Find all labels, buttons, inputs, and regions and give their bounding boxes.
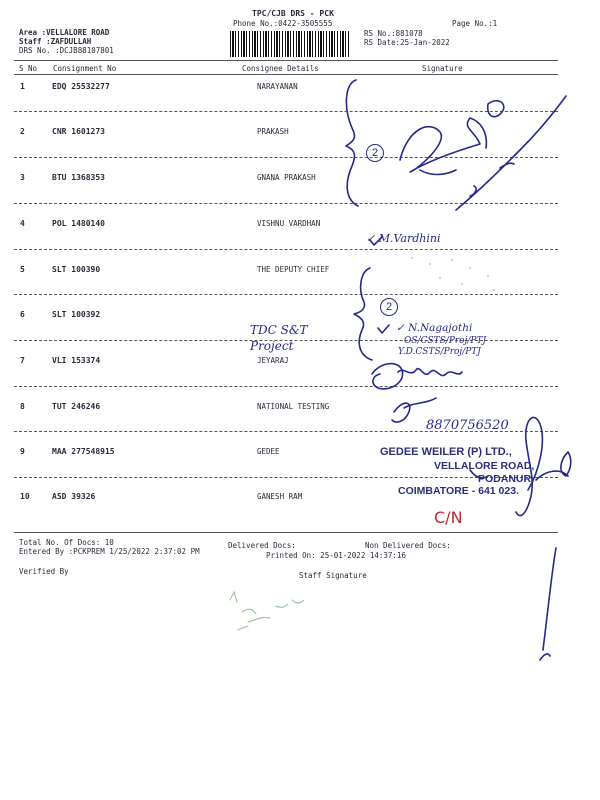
row-consignee: THE DEPUTY CHIEF — [257, 265, 330, 274]
row-sno: 1 — [20, 82, 25, 91]
verified-by: Verified By — [19, 567, 69, 576]
row-consignment: SLT 100390 — [52, 265, 101, 274]
handwritten-n-nagajothi: ✓ N.Nagajothi — [396, 322, 473, 334]
signature-diagonal — [456, 96, 566, 210]
stamp-line-road: VELLALORE ROAD, — [434, 460, 535, 472]
handwritten-cn-note: C/N — [434, 508, 463, 527]
stamp-line-area: PODANUR, — [478, 473, 535, 485]
brace-rows-1-3 — [346, 80, 358, 206]
total-docs: Total No. Of Docs: 10 — [19, 538, 114, 547]
row-consignment: CNR 1601273 — [52, 127, 105, 136]
col-sno: S No — [19, 64, 38, 73]
rs-date: RS Date:25-Jan-2022 — [364, 38, 450, 47]
staff-signature-label: Staff Signature — [299, 571, 367, 580]
row-sno: 7 — [20, 356, 25, 365]
handwritten-tdc-project: TDC S&T Project — [250, 323, 308, 353]
delivered-docs: Delivered Docs: — [228, 541, 296, 550]
row-consignment: SLT 100392 — [52, 310, 101, 319]
row-consignment: BTU 1368353 — [52, 173, 105, 182]
row-consignee: GNANA PRAKASH — [257, 173, 316, 182]
stamp-line-company: GEDEE WEILER (P) LTD., — [380, 446, 512, 458]
row-sno: 4 — [20, 219, 25, 228]
row-sno: 9 — [20, 447, 25, 456]
row-sno: 8 — [20, 402, 25, 411]
row-consignment: ASD 39326 — [52, 492, 96, 501]
handwritten-m-vardhini: ✓ M.Vardhini — [366, 232, 441, 245]
row-consignment: MAA 277548915 — [52, 447, 115, 456]
row-sno: 6 — [20, 310, 25, 319]
col-consignment: Consignment No — [53, 64, 117, 73]
row-consignment: VLI 153374 — [52, 356, 101, 365]
col-signature: Signature — [422, 64, 463, 73]
signature-jeyaraj — [372, 364, 462, 389]
row-sno: 5 — [20, 265, 25, 274]
row-consignment: TUT 246246 — [52, 402, 101, 411]
row-sno: 2 — [20, 127, 25, 136]
row-consignee: NARAYANAN — [257, 82, 298, 91]
row-sno: 3 — [20, 173, 25, 182]
green-scribble — [230, 592, 304, 630]
entered-by: Entered By :PCKPREM 1/25/2022 2:37:02 PM — [19, 547, 200, 556]
signature-prakash — [400, 118, 486, 172]
brace-rows-5-7 — [354, 268, 372, 360]
row-consignee: JEYARAJ — [257, 356, 289, 365]
drs-number: DRS No. :DCJB88107801 — [19, 46, 114, 55]
row-consignee: VISHNU VARDHAN — [257, 219, 321, 228]
stamp-line-city: COIMBATORE - 641 023. — [398, 485, 519, 497]
row-consignment: POL 1480140 — [52, 219, 105, 228]
area-label: Area :VELLALORE ROAD — [19, 28, 110, 37]
row-consignee: NATIONAL TESTING — [257, 402, 330, 411]
row-consignee: PRAKASH — [257, 127, 289, 136]
non-delivered-docs: Non Delivered Docs: — [365, 541, 451, 550]
row-consignee: GEDEE — [257, 447, 280, 456]
document-title: TPC/CJB DRS - PCK — [252, 9, 334, 18]
row-consignee: GANESH RAM — [257, 492, 303, 501]
circled-two-marker: 2 — [366, 144, 384, 162]
col-consignee: Consignee Details — [242, 64, 319, 73]
rs-number: RS No.:881078 — [364, 29, 423, 38]
staff-label: Staff :ZAFDULLAH — [19, 37, 92, 46]
phone-number: Phone No.:0422-3505555 — [233, 19, 333, 28]
circled-two-marker: 2 — [380, 298, 398, 316]
handwritten-designation-2: Y.D.CSTS/Proj/PTJ — [398, 347, 481, 357]
printed-on: Printed On: 25-01-2022 14:37:16 — [266, 551, 406, 560]
handwritten-designation-1: OS/CSTS/Proj/PTJ — [404, 336, 487, 346]
row-consignment: EDQ 25532277 — [52, 82, 110, 91]
row-sno: 10 — [20, 492, 30, 501]
page-number: Page No.:1 — [452, 19, 498, 28]
handwritten-phone: 8870756520 — [426, 418, 509, 433]
